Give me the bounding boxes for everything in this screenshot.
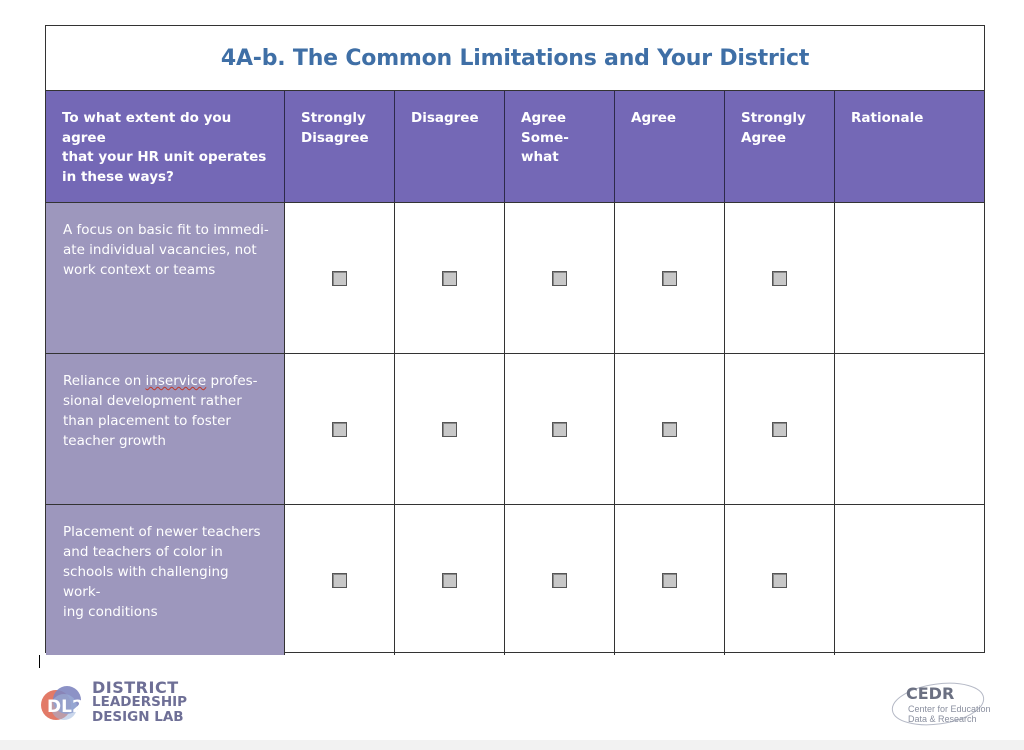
option-cell (395, 203, 505, 353)
header-agree-somewhat: Agree Some- what (505, 91, 615, 202)
dl2-wordmark (92, 680, 187, 725)
header-question: To what extent do you agree that your HR unit operates in these ways? (46, 91, 285, 202)
option-cell (285, 354, 395, 504)
survey-table (45, 25, 985, 653)
rating-grid (46, 91, 984, 655)
option-cell (615, 203, 725, 353)
statement-text: Reliance on (63, 373, 146, 389)
option-cell (505, 354, 615, 504)
option-cell (725, 354, 835, 504)
agree-checkbox[interactable] (662, 271, 677, 286)
option-cell (725, 203, 835, 353)
cedr-name: CEDR (906, 684, 955, 703)
header-strongly-agree: Strongly Agree (725, 91, 835, 202)
agree-somewhat-checkbox[interactable] (552, 573, 567, 588)
table-row (46, 353, 984, 504)
dl2-mark-icon (40, 683, 88, 723)
strongly-agree-checkbox[interactable] (772, 271, 787, 286)
strongly-disagree-checkbox[interactable] (332, 271, 347, 286)
dl2-mark-text: DL2 (47, 696, 84, 717)
statement-cell (46, 354, 285, 504)
cedr-logo (888, 680, 991, 735)
strongly-agree-checkbox[interactable] (772, 573, 787, 588)
disagree-checkbox[interactable] (442, 271, 457, 286)
cedr-line: Center for Education (908, 704, 991, 714)
option-cell (505, 505, 615, 655)
option-cell (725, 505, 835, 655)
page-gutter (0, 740, 1024, 750)
agree-checkbox[interactable] (662, 422, 677, 437)
option-cell (395, 354, 505, 504)
header-strongly-disagree: Strongly Disagree (285, 91, 395, 202)
header-rationale: Rationale (851, 110, 924, 126)
strongly-disagree-checkbox[interactable] (332, 422, 347, 437)
statement-cell: Placement of newer teachers and teachers of color in schools with challenging work- ing conditions (46, 505, 285, 655)
agree-somewhat-checkbox[interactable] (552, 422, 567, 437)
disagree-checkbox[interactable] (442, 422, 457, 437)
rationale-field[interactable] (835, 203, 984, 353)
option-cell (505, 203, 615, 353)
option-cell (615, 354, 725, 504)
table-row (46, 202, 984, 353)
option-cell (395, 505, 505, 655)
strongly-agree-checkbox[interactable] (772, 422, 787, 437)
cedr-subtitle (908, 704, 998, 724)
header-agree: Agree (615, 91, 725, 202)
header-disagree: Disagree (395, 91, 505, 202)
agree-somewhat-checkbox[interactable] (552, 271, 567, 286)
statement-text: profes- sional development rather than placement to foster teacher growth (63, 373, 258, 449)
header-row (46, 91, 984, 202)
rationale-field[interactable] (835, 505, 984, 655)
option-cell (285, 203, 395, 353)
option-cell (615, 505, 725, 655)
rationale-field[interactable] (835, 354, 984, 504)
statement-cell: A focus on basic fit to immedi- ate individual vacancies, not work context or teams (46, 203, 285, 353)
table-row (46, 504, 984, 655)
agree-checkbox[interactable] (662, 573, 677, 588)
dl2-logo (40, 680, 187, 725)
page-title: 4A-b. The Common Limitations and Your District (46, 26, 984, 91)
strongly-disagree-checkbox[interactable] (332, 573, 347, 588)
dl2-line: LEADERSHIP (92, 694, 188, 710)
dl2-line: DISTRICT (92, 678, 179, 697)
text-cursor (39, 655, 40, 668)
cedr-line: Data & Research (908, 714, 977, 724)
option-cell (285, 505, 395, 655)
disagree-checkbox[interactable] (442, 573, 457, 588)
dl2-line: DESIGN LAB (92, 709, 184, 725)
spelling-flag: inservice (145, 373, 207, 389)
